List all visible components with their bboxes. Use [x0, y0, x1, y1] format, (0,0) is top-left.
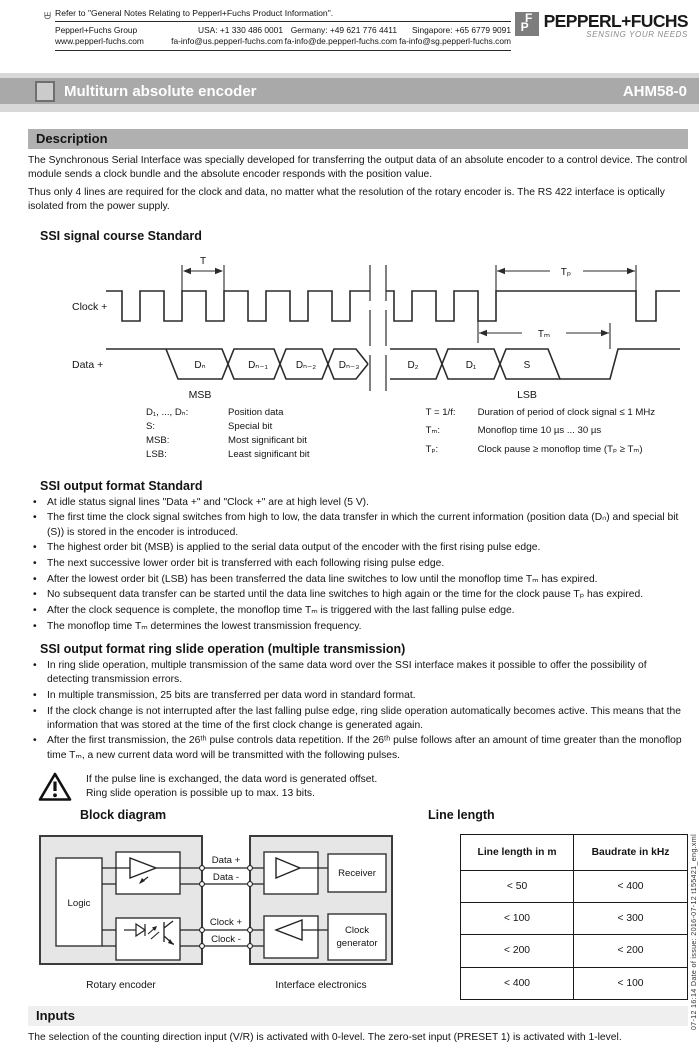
warning-line-2: Ring slide operation is possible up to max. 13 bits.: [86, 788, 315, 800]
arrowhead: [601, 329, 609, 335]
contact-line: fa-info@us.pepperl-fuchs.com: [171, 35, 283, 46]
heading-ring-slide: SSI output format ring slide operation (multiple transmission): [40, 641, 406, 656]
bullet-marker: •: [33, 659, 37, 671]
contact-line: Germany: +49 621 776 4411: [290, 25, 397, 35]
bullet-text: The highest order bit (MSB) is applied to the serial data output of the encoder with the first rising pulse edge.: [47, 542, 541, 554]
data-plus-label: Data +: [72, 358, 104, 371]
bullet-text: The first time the clock signal switches from high to low, the data transfer in which the current information (position data (Dₙ) and special bit (S)) is stored in the encoder is introduced.: [47, 512, 679, 538]
contact-group: [55, 25, 169, 46]
table-cell: < 400: [461, 967, 574, 999]
data-plus-line-label: Data +: [211, 854, 241, 866]
diagram-legend: [146, 406, 688, 462]
list-item: [28, 573, 688, 587]
timing-diagram-figure: [70, 251, 690, 401]
legend-def: Monoflop time 10 µs ... 30 µs: [477, 425, 602, 437]
segment-dn1: Dₙ₋₁: [248, 359, 268, 371]
legend-term: T = 1/f:: [425, 406, 456, 418]
section-description: Description: [28, 129, 688, 149]
legend-term: D₁, ..., Dₙ:: [146, 406, 189, 418]
heading-block-diagram: Block diagram: [80, 807, 167, 822]
figure-headings: [28, 808, 688, 822]
bullet-marker: •: [33, 605, 37, 617]
contact-line: fa-info@sg.pepperl-fuchs.com: [399, 35, 511, 46]
segment-d1: D₁: [465, 359, 477, 371]
table-header: Line length in m: [461, 834, 574, 870]
bullet-marker: •: [33, 496, 37, 508]
contact-singapore: [397, 25, 511, 46]
description-paragraph-2: Thus only 4 lines are required for the clock and data, no matter what the resolution of the rotary encoder is. The RS 422 interface is optically isolated from the power supply.: [28, 186, 665, 213]
heading-output-standard: SSI output format Standard: [40, 478, 203, 493]
list-item: [28, 496, 688, 510]
logic-label: Logic: [67, 897, 91, 909]
line-length-table: [460, 834, 688, 1000]
page-header: [55, 8, 688, 60]
list-item: [28, 604, 688, 618]
clock-generator-label-2: generator: [336, 937, 378, 949]
list-item: [28, 620, 688, 634]
contact-usa: [169, 25, 283, 46]
block-diagram-svg: [36, 830, 396, 995]
logo-name: PEPPERL+FUCHS: [543, 11, 688, 31]
arrowhead: [479, 329, 487, 335]
section-inputs: Inputs: [28, 1006, 688, 1026]
list-item: [28, 689, 688, 703]
legend-def: Clock pause ≥ monoflop time (Tₚ ≥ Tₘ): [477, 443, 643, 455]
bullet-marker: •: [33, 557, 37, 569]
figures-row: [28, 830, 688, 1000]
legend-term: Tₚ:: [425, 443, 439, 455]
list-item: [28, 705, 688, 733]
bullet-text: After the lowest order bit (LSB) has been transferred the data line switches to low until the monoflop time Tₘ has expired.: [47, 573, 598, 585]
segment-d2: D₂: [407, 359, 419, 371]
block-diagram-figure: [36, 830, 436, 1000]
bullet-marker: •: [33, 512, 37, 524]
contact-line: USA: +1 330 486 0001: [198, 25, 283, 35]
segment-dn2: Dₙ₋₂: [295, 359, 317, 371]
arrowhead: [183, 267, 191, 273]
warning-triangle-icon: [38, 772, 72, 802]
bullet-text: If the clock change is not interrupted after the last falling pulse edge, ring slide operation automatically becomes active. This means that the information that was stored at the time of the first clock change is generated again.: [47, 705, 681, 731]
legend-term: LSB:: [146, 448, 167, 460]
tp-label: Tₚ: [560, 266, 572, 278]
legend-right: [426, 406, 656, 462]
bullet-text: In ring slide operation, multiple transmission of the same data word over the SSI interface makes it possible to offer the possibility of detecting transmission errors.: [47, 659, 647, 686]
legend-def: Position data: [228, 406, 284, 418]
list-item: [28, 588, 688, 602]
title-bar: [0, 73, 699, 112]
caption-rotary-encoder: Rotary encoder: [86, 979, 156, 991]
legend-def: Most significant bit: [228, 434, 307, 446]
list-item: [28, 541, 688, 555]
table-cell: < 200: [574, 935, 688, 967]
clock-waveform: [386, 291, 680, 321]
warning-note: [38, 772, 688, 802]
title-bar-strip-bottom: [0, 104, 699, 112]
table-cell: < 100: [461, 903, 574, 935]
legend-term: MSB:: [146, 434, 170, 446]
segment-dn3: Dₙ₋₃: [338, 359, 360, 371]
table-cell: < 200: [461, 935, 574, 967]
data-minus-line-label: Data -: [212, 871, 240, 883]
table-row: [461, 935, 688, 967]
lsb-label: LSB: [517, 388, 537, 401]
datasheet-page: [0, 8, 699, 1043]
legend-def: Duration of period of clock signal ≤ 1 MHz: [477, 406, 656, 418]
contact-line: fa-info@de.pepperl-fuchs.com: [284, 35, 397, 46]
bullet-text: At idle status signal lines "Data +" and "Clock +" are at high level (5 V).: [47, 496, 369, 508]
table-row: [461, 903, 688, 935]
logo-tagline: SENSING YOUR NEEDS: [586, 30, 688, 39]
table-cell: < 400: [574, 870, 688, 902]
clock-generator-label-1: Clock: [345, 924, 369, 936]
clock-plus-label: Clock +: [72, 300, 108, 313]
bullet-text: No subsequent data transfer can be started until the data line switches to high again or the time for the clock pause Tₚ has expired.: [47, 589, 644, 601]
segment-dn: Dₙ: [194, 359, 206, 371]
table-row: [461, 967, 688, 999]
table-cell: < 50: [461, 870, 574, 902]
list-item: [28, 659, 688, 687]
caption-interface-electronics: Interface electronics: [275, 979, 367, 991]
ring-slide-bullets: [28, 659, 688, 763]
data-waveform: [390, 349, 680, 379]
heading-line-length: Line length: [428, 807, 495, 822]
date-of-issue-vertical-text: 07-12 16:14 Date of issue: 2016-07-12 t155421_eng.xml: [689, 833, 698, 1030]
arrowhead: [627, 267, 635, 273]
bullet-marker: •: [33, 620, 37, 632]
msb-label: MSB: [188, 388, 212, 401]
list-item: [28, 734, 688, 762]
badge-letter-p: P: [520, 20, 529, 34]
arrowhead: [497, 267, 505, 273]
contact-line: Singapore: +65 6779 9091: [412, 25, 511, 35]
contact-line: Pepperl+Fuchs Group: [55, 25, 138, 35]
title-bar-square-icon: [35, 81, 55, 102]
bullet-text: After the clock sequence is complete, the monoflop time Tₘ is triggered with the last falling pulse edge.: [47, 605, 515, 617]
company-logo: [515, 12, 688, 39]
bullet-marker: •: [33, 735, 37, 747]
table-cell: < 300: [574, 903, 688, 935]
clock-plus-line-label: Clock +: [209, 916, 243, 928]
bullet-marker: •: [33, 589, 37, 601]
tm-label: Tₘ: [537, 328, 551, 340]
description-paragraph-1: The Synchronous Serial Interface was specially developed for transferring the output data of an absolute encoder to a control device. The control module sends a clock bundle and the absolute encoder responds with the position value.: [28, 155, 688, 181]
bullet-marker: •: [33, 705, 37, 717]
badge-letter-f: F: [524, 11, 533, 25]
warning-line-1: If the pulse line is exchanged, the data word is generated offset.: [86, 773, 378, 785]
ssi-timing-diagram: [70, 251, 688, 406]
segment-s: S: [523, 359, 531, 371]
header-rule-bottom: [55, 50, 511, 51]
bullet-text: The monoflop time Tₘ determines the lowest transmission frequency.: [47, 620, 362, 632]
contact-line: www.pepperl-fuchs.com: [55, 35, 144, 46]
title-bar-main: [0, 78, 699, 104]
clock-minus-line-label: Clock -: [211, 933, 241, 945]
page-title: Multiturn absolute encoder: [64, 82, 257, 100]
bullet-text: After the first transmission, the 26ᵗʰ pulse controls data repetition. If the 26ᵗʰ pulse follows after an amount of time greater than the monoflop time Tₘ, a new current data word will be transmitted with the following pulses.: [47, 735, 682, 761]
legend-def: Least significant bit: [228, 448, 310, 460]
bullet-text: The next successive lower order bit is transferred with each following rising pulse edge.: [47, 557, 445, 569]
legend-left: [146, 406, 310, 462]
output-standard-bullets: [28, 496, 688, 634]
pepperl-fuchs-badge-icon: [515, 12, 539, 36]
table-header: Baudrate in kHz: [574, 834, 688, 870]
list-item: [28, 557, 688, 571]
logo-text: [544, 12, 688, 39]
bullet-marker: •: [33, 689, 37, 701]
inputs-text: The selection of the counting direction input (V/R) is activated with 0-level. The zero-set input (PRESET 1) is activated with 1-level.: [28, 1031, 622, 1043]
page-edge-mark: Œ: [43, 11, 53, 20]
bullet-marker: •: [33, 573, 37, 585]
table-row: [461, 870, 688, 902]
arrowhead: [215, 267, 223, 273]
product-code: AHM58-0: [622, 82, 687, 100]
contact-row: [55, 22, 511, 50]
bullet-text: In multiple transmission, 25 bits are transferred per data word in standard format.: [47, 689, 416, 701]
t-label: T: [199, 255, 207, 267]
header-note: Refer to "General Notes Relating to Pepperl+Fuchs Product Information".: [55, 8, 334, 18]
legend-def: Special bit: [228, 420, 273, 432]
warning-text: [86, 772, 377, 802]
list-item: [28, 511, 688, 539]
contact-germany: [283, 25, 397, 46]
heading-signal-course: SSI signal course Standard: [40, 228, 202, 243]
receiver-label: Receiver: [338, 867, 376, 879]
clock-waveform: [106, 291, 370, 321]
bullet-marker: •: [33, 542, 37, 554]
table-cell: < 100: [574, 967, 688, 999]
legend-term: Tₘ:: [425, 425, 441, 437]
legend-term: S:: [146, 420, 156, 432]
